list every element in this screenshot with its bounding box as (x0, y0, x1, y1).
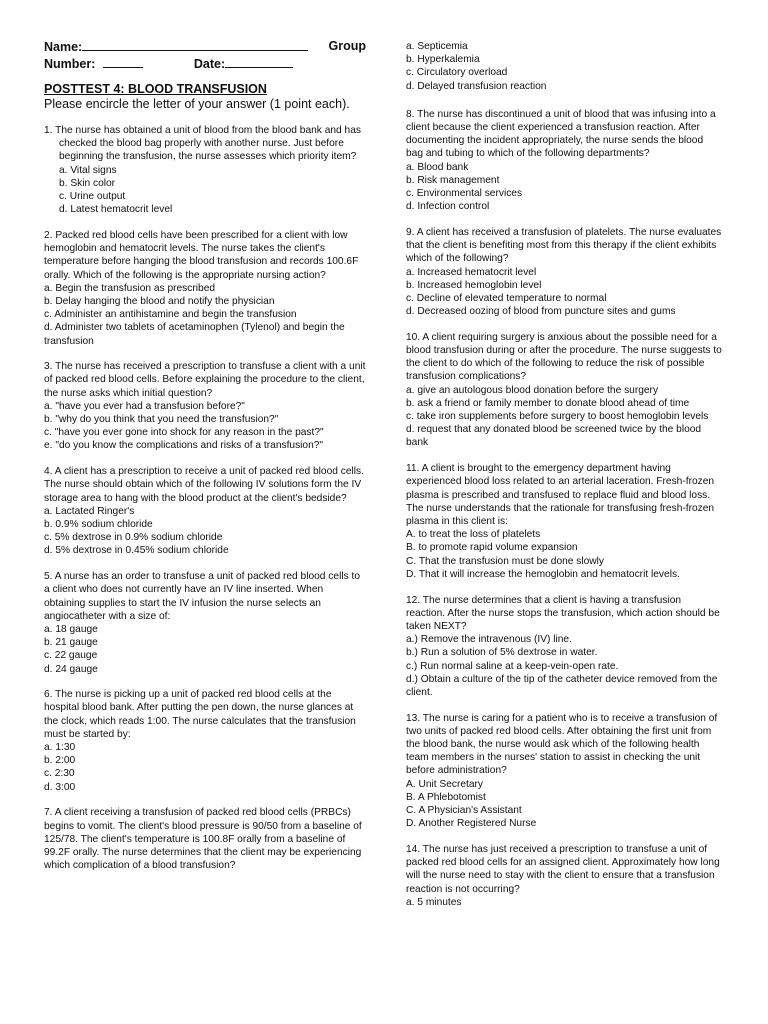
right-column (406, 40, 722, 921)
answer-option[interactable]: b. 2:00 (44, 755, 76, 767)
question-block (406, 331, 722, 450)
answer-option[interactable]: d. Infection control (406, 201, 490, 213)
question-stem: 3. The nurse has received a prescription to transfuse a client with a unit of packed red blood cells. Before explaining the procedure to the client, the nurse asks which initial question? (44, 361, 366, 399)
option-list (44, 623, 366, 676)
question-block (44, 806, 366, 872)
answer-option[interactable]: a. 18 gauge (44, 623, 98, 635)
question-block (44, 570, 366, 676)
question-stem: 12. The nurse determines that a client is having a transfusion reaction. After the nurse stops the transfusion, which action should be taken NEXT? (406, 594, 720, 632)
number-blank[interactable] (103, 55, 143, 68)
answer-option[interactable]: b. "why do you think that you need the transfusion?" (44, 414, 279, 426)
answer-option[interactable]: b. Hyperkalemia (406, 54, 480, 66)
right-question-list (406, 108, 722, 909)
option-list (406, 528, 722, 581)
answer-option[interactable]: a. give an autologous blood donation before the surgery (406, 384, 659, 396)
instructions: Please encircle the letter of your answer (1 point each). (44, 97, 350, 111)
number-date-line (44, 55, 366, 72)
answer-option[interactable]: d. Decreased oozing of blood from puncture sites and gums (406, 306, 676, 318)
answer-option[interactable]: A. Unit Secretary (406, 778, 483, 790)
answer-option[interactable]: d. 5% dextrose in 0.45% sodium chloride (44, 545, 229, 557)
question-stem: 14. The nurse has just received a prescription to transfuse a unit of packed red blood cells for an assigned client. Approximately how long will the nurse need to stay with the client to ensure that a transfusion reaction is not occurring? (406, 843, 720, 895)
answer-option[interactable]: b.) Run a solution of 5% dextrose in water. (406, 647, 598, 659)
question-block (44, 688, 366, 794)
answer-option[interactable]: A. to treat the loss of platelets (406, 529, 541, 541)
date-label: Date: (193, 57, 226, 71)
answer-option[interactable]: d. 3:00 (44, 781, 76, 793)
answer-option[interactable]: c. take iron supplements before surgery to boost hemoglobin levels (406, 411, 709, 423)
option-list (44, 505, 366, 558)
option-list (44, 741, 366, 794)
question-stem: 10. A client requiring surgery is anxious about the possible need for a blood transfusion during or after the procedure. The nurse suggests to the client to do which of the following to reduce the risk of possible transfusion complications? (406, 331, 722, 383)
question-stem: 1. The nurse has obtained a unit of blood from the blood bank and has checked the blood bag properly with another nurse. Just before beginning the transfusion, the nurse assesses which priority item? (44, 125, 361, 163)
answer-option[interactable]: B. to promote rapid volume expansion (406, 542, 578, 554)
answer-option[interactable]: d. 24 gauge (44, 663, 98, 675)
answer-option[interactable]: c. 5% dextrose in 0.9% sodium chloride (44, 532, 223, 544)
answer-option[interactable]: a. Vital signs (59, 164, 117, 176)
answer-option[interactable]: a.) Remove the intravenous (IV) line. (406, 634, 572, 646)
answer-option[interactable]: c. "have you ever gone into shock for any reason in the past?" (44, 427, 324, 439)
answer-option[interactable]: D. That it will increase the hemoglobin and hematocrit levels. (406, 568, 680, 580)
answer-option[interactable]: b. ask a friend or family member to donate blood ahead of time (406, 397, 690, 409)
answer-option[interactable]: b. Risk management (406, 174, 500, 186)
answer-option[interactable]: d. request that any donated blood be screened twice by the blood bank (406, 424, 702, 449)
page-title: POSTTEST 4: BLOOD TRANSFUSION (44, 82, 267, 96)
answer-option[interactable]: C. That the transfusion must be done slowly (406, 555, 605, 567)
question-7-options (406, 40, 722, 93)
answer-option[interactable]: e. "do you know the complications and risks of a transfusion?" (44, 440, 324, 452)
answer-option[interactable]: b. 21 gauge (44, 637, 98, 649)
answer-option[interactable]: b. Delay hanging the blood and notify the physician (44, 295, 275, 307)
answer-option[interactable]: b. Skin color (59, 177, 116, 189)
answer-option[interactable]: b. Increased hemoglobin level (406, 279, 542, 291)
question-block (406, 462, 722, 581)
answer-option[interactable]: c. Decline of elevated temperature to normal (406, 292, 607, 304)
left-question-list (44, 124, 366, 872)
option-list (406, 266, 722, 319)
answer-option[interactable]: C. A Physician's Assistant (406, 805, 522, 817)
option-list (406, 778, 722, 831)
question-block (406, 843, 722, 909)
answer-option[interactable]: c. Urine output (59, 191, 126, 203)
answer-option[interactable]: a. Increased hematocrit level (406, 266, 537, 278)
question-stem: 9. A client has received a transfusion of platelets. The nurse evaluates that the client is benefiting most from this therapy if the client exhibits which of the following? (406, 226, 722, 265)
option-list (44, 400, 366, 453)
name-group-line (44, 38, 366, 55)
answer-option[interactable]: c.) Run normal saline at a keep-vein-open rate. (406, 660, 619, 672)
answer-option[interactable]: a. 5 minutes (406, 896, 462, 908)
answer-option[interactable]: b. 0.9% sodium chloride (44, 518, 153, 530)
question-stem: 7. A client receiving a transfusion of packed red blood cells (PRBCs) begins to vomit. The client's blood pressure is 90/50 from a baseline of 125/78. The client's temperature is 100.8F orally from a baseline of 99.2F orally. The nurse determines that the client may be experiencing which complication of a blood transfusion? (44, 807, 362, 872)
option-list (44, 282, 366, 348)
number-label: Number: (44, 57, 96, 71)
question-stem: 6. The nurse is picking up a unit of packed red blood cells at the hospital blood bank. After putting the pen down, the nurse glances at the clock, which reads 1:00. The nurse calculates that the transfusion must be started by: (44, 689, 356, 740)
option-list (406, 633, 722, 699)
answer-option[interactable]: d. Latest hematocrit level (59, 204, 173, 216)
question-stem: 4. A client has a prescription to receive a unit of packed red blood cells. The nurse should obtain which of the following IV solutions form the IV storage area to hang with the blood product at the client's bedside? (44, 466, 364, 504)
answer-option[interactable]: c. Environmental services (406, 188, 523, 200)
answer-option[interactable]: d. Administer two tablets of acetaminophen (Tylenol) and begin the transfusion (44, 322, 345, 347)
answer-option[interactable]: D. Another Registered Nurse (406, 818, 537, 830)
answer-option[interactable]: c. 2:30 (44, 768, 75, 780)
answer-option[interactable]: c. Circulatory overload (406, 67, 508, 79)
answer-option[interactable]: a. "have you ever had a transfusion before?" (44, 400, 245, 412)
answer-option[interactable]: c. Administer an antihistamine and begin the transfusion (44, 309, 297, 321)
date-blank[interactable] (225, 55, 293, 68)
answer-option[interactable]: a. 1:30 (44, 742, 76, 754)
question-stem: 13. The nurse is caring for a patient who is to receive a transfusion of two units of packed red blood cells. After obtaining the first unit from the blood bank, the nurse would ask which of the following health team members in the nurses' station to assist in checking the unit before administration? (406, 712, 718, 777)
question-stem: 2. Packed red blood cells have been prescribed for a client with low hemoglobin and hematocrit levels. The nurse takes the client's temperature before hanging the blood transfusion and records 100.6F orally. Which of the following is the appropriate nursing action? (44, 229, 359, 281)
answer-option[interactable]: a. Septicemia (406, 41, 468, 52)
option-list (44, 164, 366, 217)
question-block (44, 229, 366, 348)
group-label: Group (328, 39, 366, 53)
option-list (406, 384, 722, 450)
question-stem: 11. A client is brought to the emergency department having experienced blood loss related to an arterial laceration. Fresh-frozen plasma is prescribed and transfused to replace fluid and blood loss. The nurse understands that the rationale for transfusing fresh-frozen plasma in this client is: (406, 463, 715, 527)
question-block (406, 226, 722, 318)
answer-option[interactable]: d.) Obtain a culture of the tip of the catheter device removed from the client. (406, 673, 718, 698)
option-list (406, 40, 722, 93)
question-stem: 8. The nurse has discontinued a unit of blood that was infusing into a client because the client experienced a transfusion reaction. After documenting the incident appropriately, the nurse sends the blood bag and tubing to which of the following departments? (406, 108, 716, 160)
answer-option[interactable]: c. 22 gauge (44, 650, 98, 662)
question-block (406, 594, 722, 700)
answer-option[interactable]: d. Delayed transfusion reaction (406, 80, 547, 92)
answer-option[interactable]: a. Begin the transfusion as prescribed (44, 282, 216, 294)
answer-option[interactable]: a. Blood bank (406, 161, 469, 173)
left-column (44, 38, 366, 885)
option-list (406, 896, 722, 909)
name-label: Name: (44, 40, 83, 54)
question-block (406, 712, 722, 831)
name-blank[interactable] (82, 38, 308, 51)
question-block (44, 124, 366, 216)
answer-option[interactable]: B. A Phlebotomist (406, 791, 486, 803)
answer-option[interactable]: a. Lactated Ringer's (44, 505, 135, 517)
option-list (406, 161, 722, 214)
name-field[interactable] (44, 38, 308, 55)
question-block (44, 360, 366, 452)
question-stem: 5. A nurse has an order to transfuse a unit of packed red blood cells to a client who does not currently have an IV line inserted. When obtaining supplies to start the IV infusion the nurse selects an angiocatheter with a size of: (44, 571, 361, 622)
question-block (44, 465, 366, 557)
question-block (406, 108, 722, 214)
